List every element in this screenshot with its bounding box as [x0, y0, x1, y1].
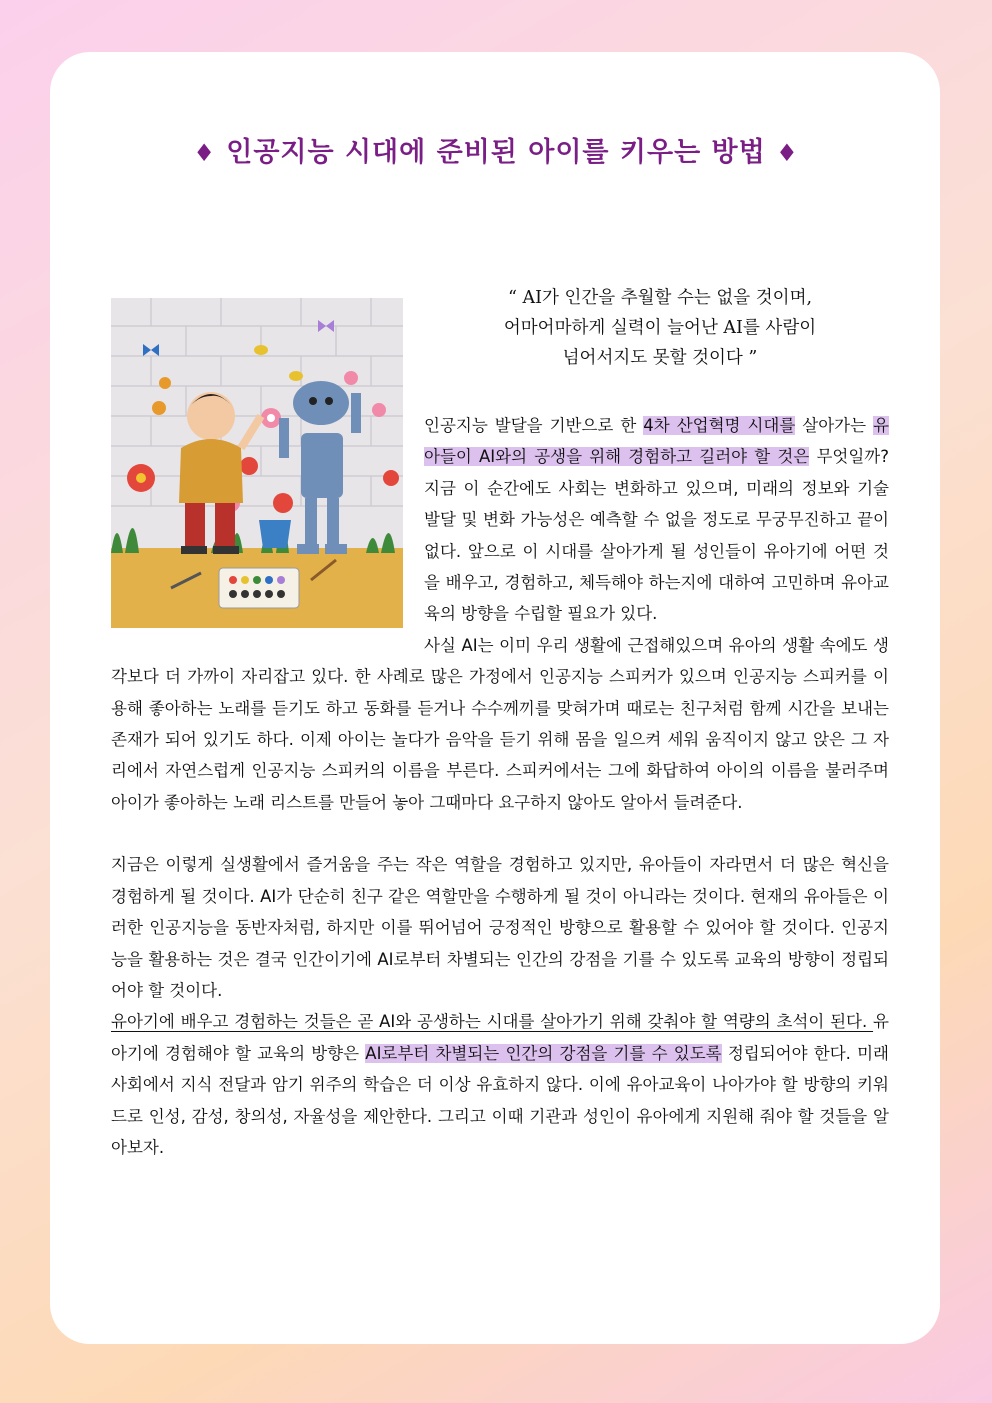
diamond-icon: ♦	[193, 139, 216, 167]
article-body	[111, 410, 889, 1163]
page-title	[0, 130, 992, 169]
highlighted-phrase: 4차 산업혁명 시대를	[643, 416, 796, 435]
paragraph-conclusion: 유아기에 배우고 경험하는 것들은 곧 AI와 공생하는 시대를 살아가기 위해 갖춰야 할 역량의 초석이 된다. 유아기에 경험해야 할 교육의 방향은 AI로부터 차별되는 인간의 강점을 기를 수 있도록 정립되어야 한다. 미래 사회에서 지식 전달과 암기 위주의 학습은 더 이상 유효하지 않다. 이에 유아교육이 나아가야 할 방향의 키워드로 인성, 감성, 창의성, 자율성을 제안한다. 그리고 이때 기관과 성인이 유아에게 지원해 줘야 할 것들을 알아보자.	[111, 1012, 889, 1157]
highlighted-phrase: 유아들이 AI와의 공생을 위해 경험하고 길러야 할 것은	[424, 416, 890, 467]
ai-quote	[430, 283, 890, 373]
paragraph-intro: 인공지능 발달을 기반으로 한 4차 산업혁명 시대를 살아가는 유아들이 AI와의 공생을 위해 경험하고 길러야 할 것은 무엇일까? 지금 이 순간에도 사회는 변화하고 있으며, 미래의 정보와 기술 발달 및 변화 가능성은 예측할 수 없을 정도로 무궁무진하고 끝이 없다. 앞으로 이 시대를 살아가게 될 성인들이 유아기에 어떤 것을 배우고, 경험하고, 체득해야 하는지에 대하여 고민하며 유아교육의 방향을 수립할 필요가 있다.	[424, 416, 890, 624]
paragraph-future: 지금은 이렇게 실생활에서 즐거움을 주는 작은 역할을 경험하고 있지만, 유아들이 자라면서 더 많은 혁신을 경험하게 될 것이다. AI가 단순히 친구 같은 역할만을 수행하게 될 것이 아니라는 것이다. 현재의 유아들은 이러한 인공지능을 동반자처럼, 하지만 이를 뛰어넘어 긍정적인 방향으로 활용할 수 있어야 할 것이다. 인공지능을 활용하는 것은 결국 인간이기에 AI로부터 차별되는 인간의 강점을 기를 수 있도록 교육의 방향이 정립되어야 할 것이다.	[111, 855, 889, 1000]
quote-line: 넘어서지도 못할 것이다 ”	[562, 348, 758, 368]
diamond-icon: ♦	[776, 139, 799, 167]
quote-line: 어마어마하게 실력이 늘어난 AI를 사람이	[503, 318, 817, 338]
image-wrap-spacer	[111, 410, 424, 638]
quote-line: “ AI가 인간을 추월할 수는 없을 것이며,	[507, 288, 813, 308]
underlined-phrase: 유아기에 배우고 경험하는 것들은 곧 AI와 공생하는 시대를 살아가기 위해 갖춰야 할 역량의 초석이 된다.	[111, 1012, 874, 1032]
paragraph-gap	[111, 818, 889, 849]
paragraph-ai-speaker: 사실 AI는 이미 우리 생활에 근접해있으며 유아의 생활 속에도 생각보다 더 가까이 자리잡고 있다. 한 사례로 많은 가정에서 인공지능 스피커가 있으며 인공지능 스피커를 이용해 좋아하는 노래를 듣기도 하고 동화를 듣거나 수수께끼를 맞혀가며 때로는 친구처럼 함께 시간을 보내는 존재가 되어 있기도 하다. 이제 아이는 놀다가 음악을 듣기 위해 몸을 일으켜 세워 움직이지 않고 앉은 그 자리에서 자연스럽게 인공지능 스피커의 이름을 부른다. 스피커에서는 그에 화답하여 아이의 이름을 불러주며 아이가 좋아하는 노래 리스트를 만들어 놓아 그때마다 요구하지 않아도 알아서 들려준다.	[111, 635, 889, 812]
highlighted-phrase: AI로부터 차별되는 인간의 강점을 기를 수 있도록	[365, 1043, 722, 1063]
page-title-text: 인공지능 시대에 준비된 아이를 키우는 방법	[226, 137, 766, 168]
